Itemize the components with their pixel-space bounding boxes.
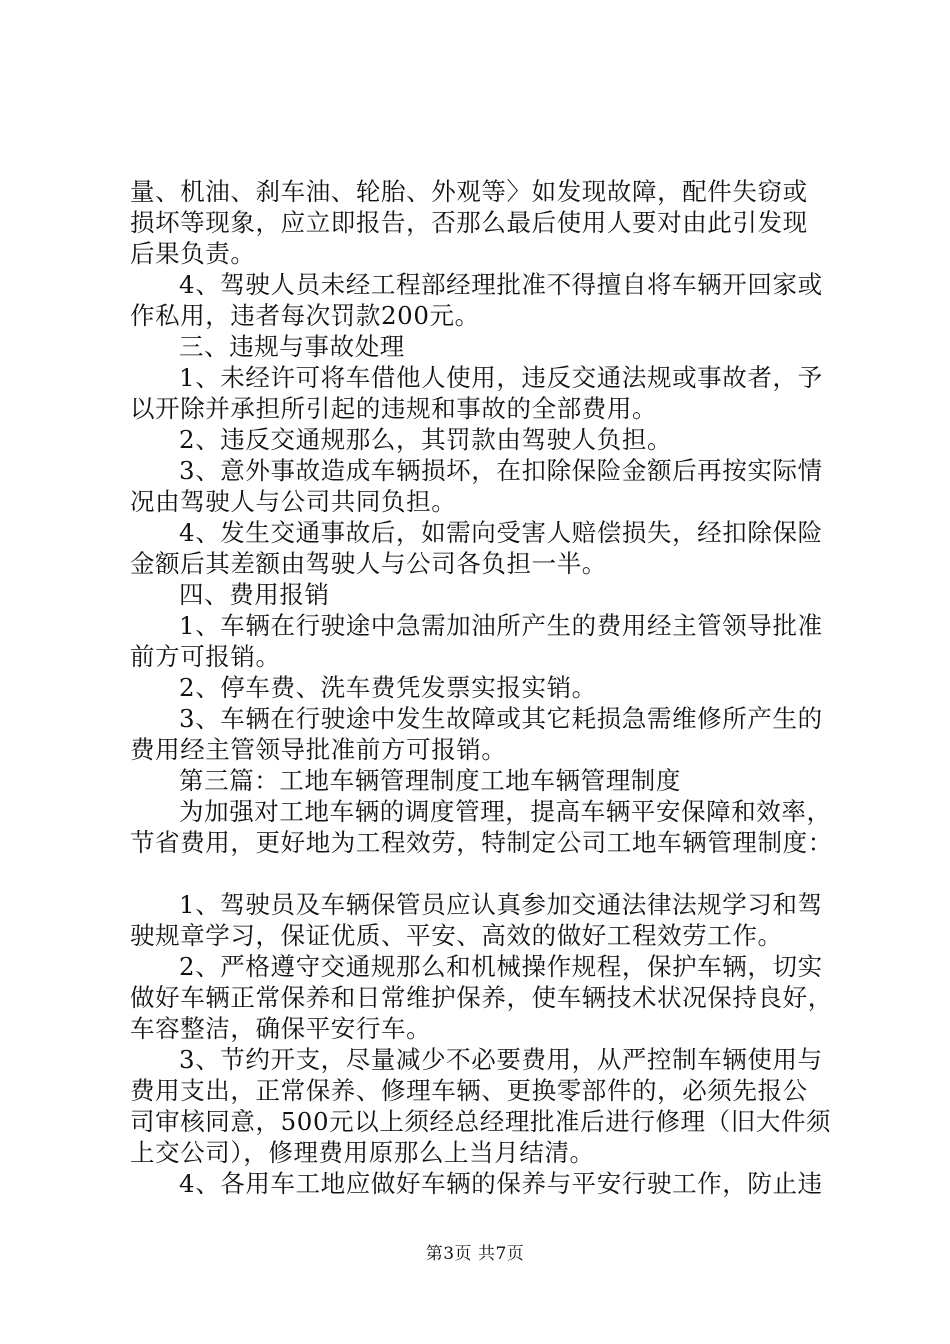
text-line: 量、机油、刹车油、轮胎、外观等〉如发现故障，配件失窃或: [130, 177, 808, 206]
text-line: 做好车辆正常保养和日常维护保养，使车辆技术状况保持良好，: [130, 983, 833, 1012]
text-line: 费用支出，正常保养、修理车辆、更换零部件的，必须先报公: [130, 1076, 808, 1105]
chapter-title: 第三篇：工地车辆管理制度工地车辆管理制度: [179, 766, 681, 795]
text-line: 4、各用车工地应做好车辆的保养与平安行驶工作，防止违: [179, 1169, 823, 1198]
blank-line: [130, 858, 842, 889]
text-line: 3、意外事故造成车辆损坏，在扣除保险金额后再按实际情: [179, 456, 823, 485]
page-footer: 第3页 共7页: [425, 1244, 525, 1264]
section-heading: 三、违规与事故处理: [179, 332, 405, 361]
text-line: 作私用，违者每次罚款200元。: [130, 301, 480, 330]
section-heading: 四、费用报销: [179, 580, 330, 609]
text-line: 3、节约开支，尽量减少不必要费用，从严控制车辆使用与: [179, 1045, 823, 1074]
text-line: 车容整洁，确保平安行车。: [130, 1014, 432, 1043]
text-line: 4、驾驶人员未经工程部经理批准不得擅自将车辆开回家或: [179, 270, 823, 299]
text-line: 2、违反交通规那么，其罚款由驾驶人负担。: [179, 425, 673, 454]
text-line: 损坏等现象，应立即报告，否那么最后使用人要对由此引发现: [130, 208, 808, 237]
document-body: [130, 176, 842, 1199]
text-line: 以开除并承担所引起的违规和事故的全部费用。: [130, 394, 658, 423]
text-line: 金额后其差额由驾驶人与公司各负担一半。: [130, 549, 607, 578]
text-line: 费用经主管领导批准前方可报销。: [130, 735, 507, 764]
text-line: 上交公司），修理费用原那么上当月结清。: [130, 1138, 595, 1167]
text-line: 3、车辆在行驶途中发生故障或其它耗损急需维修所产生的: [179, 704, 823, 733]
text-line: 前方可报销。: [130, 642, 281, 671]
text-line: 4、发生交通事故后，如需向受害人赔偿损失，经扣除保险: [179, 518, 823, 547]
text-line: 2、停车费、洗车费凭发票实报实销。: [179, 673, 597, 702]
text-line: 驶规章学习，保证优质、平安、高效的做好工程效劳工作。: [130, 921, 783, 950]
text-line: 节省费用，更好地为工程效劳，特制定公司工地车辆管理制度：: [130, 828, 833, 857]
text-line: 后果负责。: [130, 239, 256, 268]
text-line: 司审核同意，500元以上须经总经理批准后进行修理（旧大件须: [130, 1107, 832, 1136]
text-line: 1、车辆在行驶途中急需加油所产生的费用经主管领导批准: [179, 611, 823, 640]
text-line: 1、未经许可将车借他人使用，违反交通法规或事故者，予: [179, 363, 823, 392]
text-line: 2、严格遵守交通规那么和机械操作规程，保护车辆，切实: [179, 952, 823, 981]
text-line: 1、驾驶员及车辆保管员应认真参加交通法律法规学习和驾: [179, 890, 823, 919]
text-line: 况由驾驶人与公司共同负担。: [130, 487, 457, 516]
text-line: 为加强对工地车辆的调度管理，提高车辆平安保障和效率，: [179, 797, 832, 826]
